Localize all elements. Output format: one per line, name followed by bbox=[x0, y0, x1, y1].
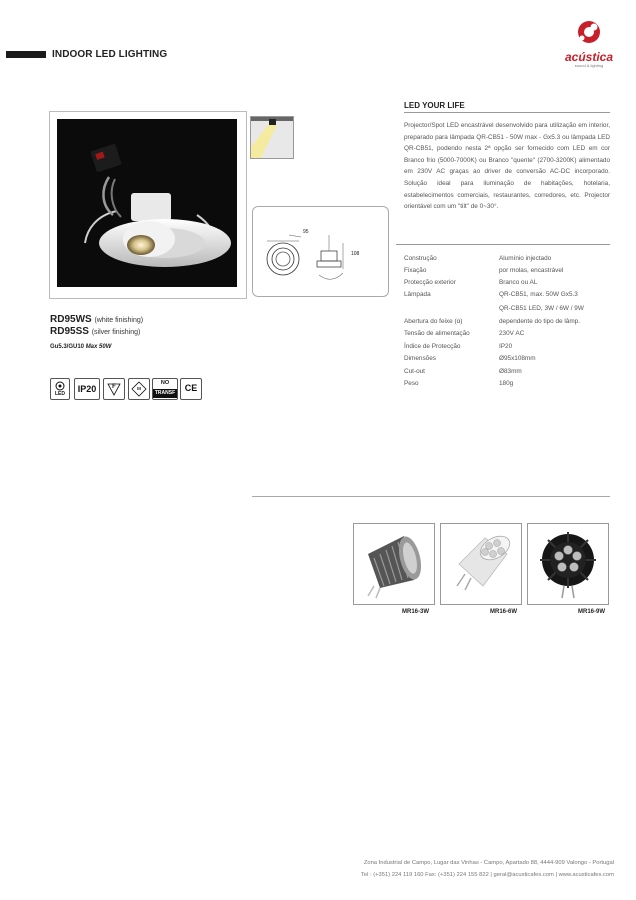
badge-label: IP20 bbox=[77, 384, 97, 394]
spec-label: Índice de Protecção bbox=[404, 343, 461, 350]
badge-top-label: NO bbox=[160, 380, 170, 386]
model-code: RD95WS bbox=[50, 314, 92, 325]
spec-label: Cut-out bbox=[404, 368, 425, 375]
spec-value: dependente do tipo de lâmp. bbox=[499, 318, 581, 325]
socket-type: Gu5.3/GU10 bbox=[50, 344, 85, 350]
footer-address: Zona Industrial de Campo, Lugar das Vinhas - Campo, Apartado 88, 4444-909 Valongo - Portugal bbox=[363, 860, 614, 866]
ip20-badge bbox=[74, 378, 100, 400]
model-finish: (silver finishing) bbox=[91, 329, 141, 336]
spec-value: 230V AC bbox=[499, 330, 525, 337]
header-title: INDOOR LED LIGHTING bbox=[52, 49, 168, 60]
product-description: Projector/Spot LED encastrável desenvolvido para utilização em interior, preparado para lâmpada QR-CB51 - 50W max - Gx5.3 ou lâmpada LED QR-CB51, podendo nesta 2ª opção ser fornecido com LED em cor Branco frio (5000-7000K) ou Branco "quente" (2700-3200K) alimentado em 230V AC graças ao driver de conversão AC-DC incorporado. Solução ideal para iluminação de habitações, hotelaria, estabelecimentos comerciais, restaurantes, corredores, etc. Projector orientável com um "tilt" de 0~30°. bbox=[404, 122, 610, 211]
led-badge bbox=[50, 378, 70, 400]
recessed-spotlight-icon bbox=[57, 119, 237, 287]
badge-label: LED bbox=[55, 391, 65, 397]
content-divider bbox=[252, 496, 610, 497]
logo-tagline: sound & lighting bbox=[574, 63, 604, 68]
footer-contacts: Tel : (+351) 224 119 160 Fax: (+351) 224 155 822 | geral@acusticafes.com | www.acusticafes.com bbox=[360, 872, 614, 878]
spec-value: Alumínio injectado bbox=[499, 255, 552, 262]
section-divider bbox=[404, 112, 610, 113]
spec-label: Tensão de alimentação bbox=[404, 330, 470, 337]
section-title: LED YOUR LIFE bbox=[404, 101, 465, 110]
spec-value: Ø95x108mm bbox=[499, 355, 536, 362]
lamp-label-6w: MR16-6W bbox=[490, 609, 518, 615]
spec-label: Lâmpada bbox=[404, 291, 431, 298]
light-beam-thumbnail bbox=[250, 116, 294, 159]
badge-label: III bbox=[137, 386, 141, 391]
technical-drawing bbox=[252, 206, 389, 297]
spec-label: Protecção exterior bbox=[404, 279, 456, 286]
socket-spec bbox=[50, 344, 111, 350]
spec-label: Fixação bbox=[404, 267, 427, 274]
max-power: Max 50W bbox=[85, 344, 112, 350]
spec-value: QR-CB51 LED, 3W / 6W / 9W bbox=[499, 305, 584, 312]
lamp-photo-3w bbox=[353, 523, 435, 605]
model-code-silver bbox=[50, 326, 140, 337]
spec-label: Dimensões bbox=[404, 355, 436, 362]
diameter-label: 95 bbox=[303, 229, 309, 235]
light-beam-icon bbox=[251, 117, 293, 158]
model-code: RD95SS bbox=[50, 326, 89, 337]
lamp-photo-9w bbox=[527, 523, 609, 605]
badge-label: CE bbox=[184, 383, 198, 393]
badge-label: TRANSF bbox=[154, 390, 176, 396]
product-photo bbox=[57, 119, 237, 287]
class-iii-badge bbox=[128, 378, 150, 400]
specs-divider bbox=[396, 244, 610, 245]
height-label: 108 bbox=[351, 251, 360, 257]
lamp-label-9w: MR16-9W bbox=[578, 609, 606, 615]
spec-value: QR-CB51, max. 50W Gx5.3 bbox=[499, 291, 578, 298]
ce-badge bbox=[180, 378, 202, 400]
mr16-lamp-icon bbox=[528, 524, 608, 604]
header-bar bbox=[6, 51, 46, 58]
badge-label: F bbox=[112, 384, 116, 390]
dimension-drawing-icon bbox=[253, 207, 388, 296]
spec-label: Peso bbox=[404, 380, 419, 387]
no-transformer-badge bbox=[152, 378, 178, 400]
spec-value: Ø83mm bbox=[499, 368, 522, 375]
model-code-white bbox=[50, 314, 143, 325]
spec-value: Branco ou AL bbox=[499, 279, 538, 286]
spec-value: IP20 bbox=[499, 343, 513, 350]
mr16-lamp-icon bbox=[441, 524, 521, 604]
spec-label: Construção bbox=[404, 255, 437, 262]
spec-value: por molas, encastrável bbox=[499, 267, 564, 274]
mr16-lamp-icon bbox=[354, 524, 434, 604]
logo-wordmark: acústica bbox=[564, 50, 614, 64]
f-mark-badge bbox=[103, 378, 125, 400]
spec-label: Abertura do feixe (α) bbox=[404, 318, 463, 325]
lamp-photo-6w bbox=[440, 523, 522, 605]
spec-value: 180g bbox=[499, 380, 514, 387]
model-finish: (white finishing) bbox=[94, 317, 144, 324]
lamp-label-3w: MR16-3W bbox=[402, 609, 430, 615]
